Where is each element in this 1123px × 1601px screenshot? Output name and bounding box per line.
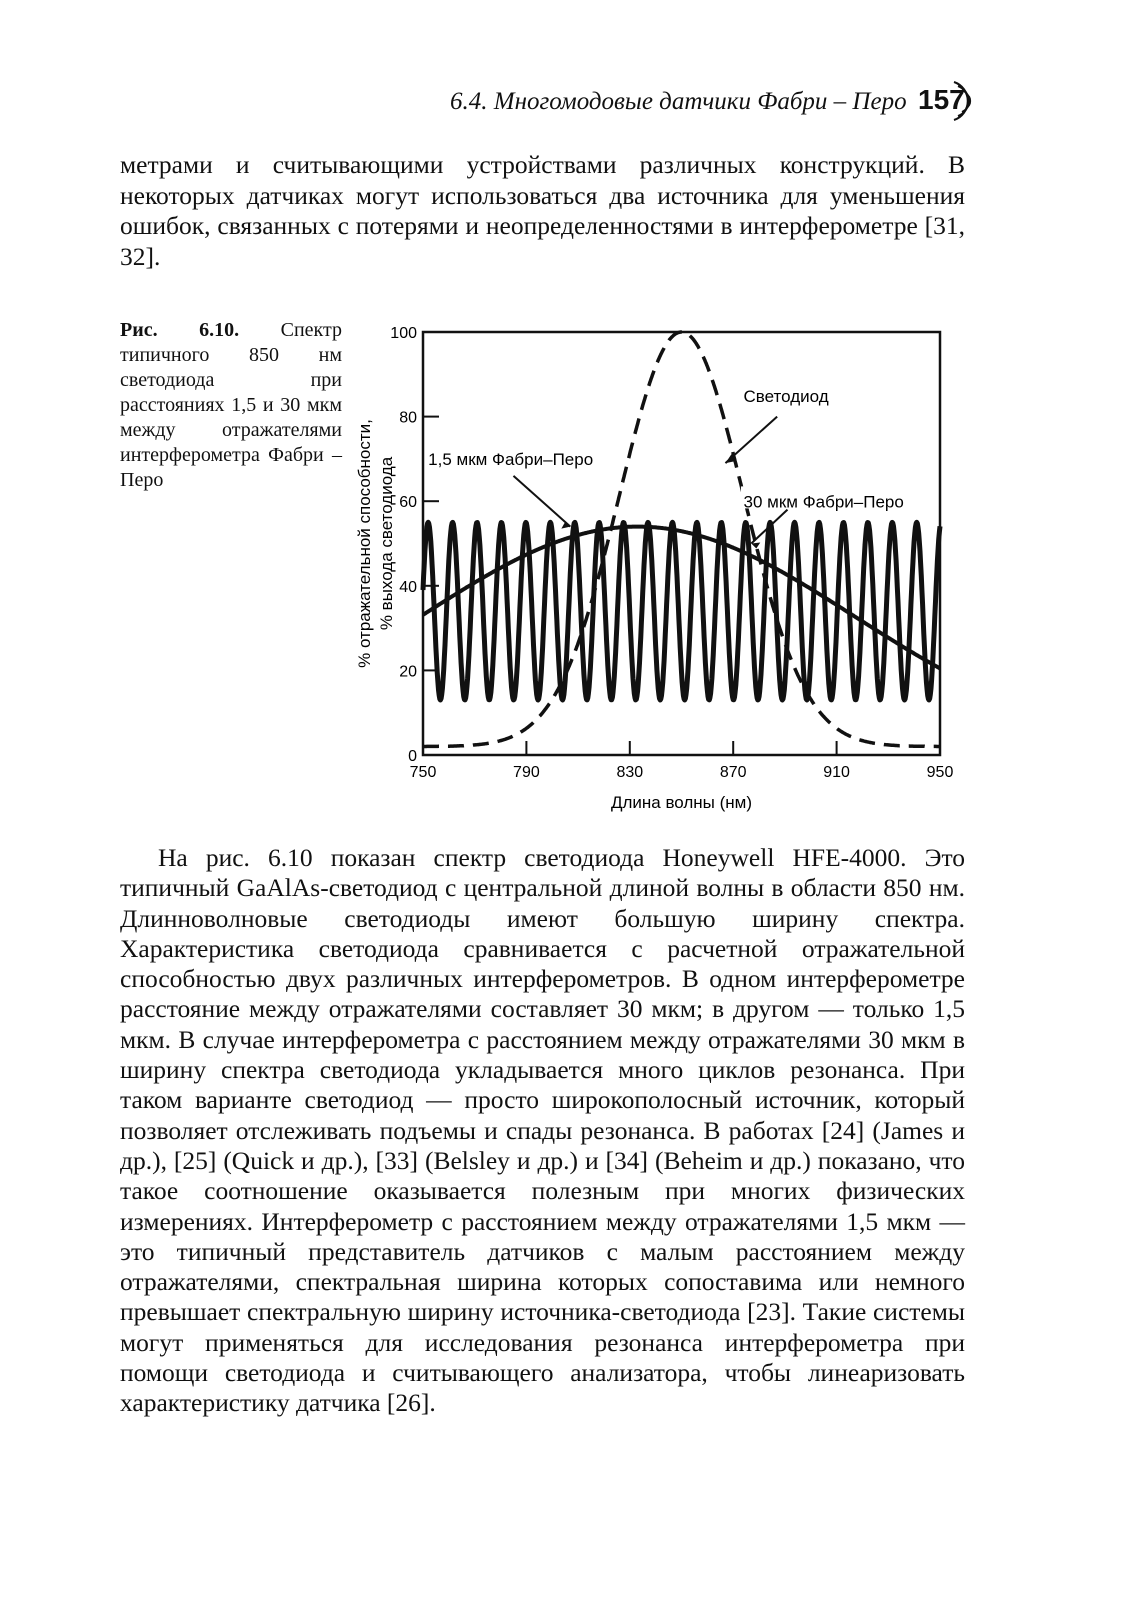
annotation-1-5um-arrow xyxy=(513,476,570,527)
y-tick-label: 60 xyxy=(399,494,417,512)
annotation-led: Светодиод xyxy=(743,386,829,406)
spectrum-chart xyxy=(340,315,980,815)
running-title: 6.4. Многомодовые датчики Фабри – Перо xyxy=(450,88,907,115)
x-tick-label: 830 xyxy=(616,764,644,781)
x-tick-label: 790 xyxy=(513,764,540,781)
paragraph-1: метрами и считывающими устройствами различных конструкций. В некоторых датчиках могут использоваться два источника для уменьшения ошибок, связанных с потерями и неопределенностями в интерферометре [31, 32]. xyxy=(120,150,965,271)
figure-caption xyxy=(120,318,342,493)
x-tick-label: 870 xyxy=(719,764,747,781)
annotation-30um-arrowhead xyxy=(751,543,760,549)
x-tick-label: 950 xyxy=(926,764,954,781)
y-tick-label: 100 xyxy=(390,325,417,342)
x-tick-label: 910 xyxy=(823,764,850,781)
annotation-1-5um-fabry-perot: 1,5 мкм Фабри–Перо xyxy=(428,450,594,470)
page-number-swirl-icon xyxy=(950,78,990,124)
y-tick-label: 80 xyxy=(399,409,417,427)
page-number: 157 xyxy=(918,84,965,115)
running-header xyxy=(450,78,970,128)
x-tick-label: 750 xyxy=(409,764,437,781)
figure-caption-text: Спектр типичного 850 нм светодиода при расстояниях 1,5 и 30 мкм между отражателями интерферометра Фабри – Перо xyxy=(120,319,342,491)
y-tick-label: 0 xyxy=(408,748,417,765)
y-tick-label: 40 xyxy=(399,578,417,596)
x-axis-label: Длина волны (нм) xyxy=(610,793,753,812)
paragraph-2: На рис. 6.10 показан спектр светодиода Honeywell HFE-4000. Это типичный GaAlAs-светодиод с центральной длиной волны в области 850 нм. Длинноволновые светодиоды имеют большую ширину спектра. Характеристика светодиода сравнивается с расчетной отражательной способностью двух различных интерферометров. В одном интерферометре расстояние между отражателями составляет 30 мкм; в другом — только 1,5 мкм. В случае интерферометра с расстоянием между отражателями 30 мкм в ширину спектра светодиода укладывается много циклов резонанса. При таком варианте светодиод — просто широкополосный источник, который позволяет отслеживать подъемы и спады резонанса. В работах [24] (James и др.), [25] (Quick и др.), [33] (Belsley и др.) и [34] (Beheim и др.) показано, что такое соотношение оказывается полезным при многих физических измерениях. Интерферометр с расстоянием между отражателями 1,5 мкм — это типичный представитель датчиков с малым расстоянием между отражателями, спектральная ширина которых сопоставима или немного превышает спектральную ширину источника-светодиода [23]. Такие системы могут применяться для исследования резонанса интерферометра при помощи светодиода и считывающего анализатора, чтобы линеаризовать характеристику датчика [26]. xyxy=(120,843,965,1418)
y-tick-label: 20 xyxy=(399,663,417,681)
series-30um-fabry-perot xyxy=(423,522,940,700)
chart-plot-area xyxy=(423,332,940,747)
annotation-led-arrow xyxy=(725,417,777,464)
annotation-30um-fabry-perot: 30 мкм Фабри–Перо xyxy=(743,492,904,512)
y-axis-label-line1: % отражательной способности, xyxy=(355,419,374,668)
figure-caption-label: Рис. 6.10. xyxy=(120,319,240,341)
y-axis-label-line2: % выхода светодиода xyxy=(377,456,396,631)
